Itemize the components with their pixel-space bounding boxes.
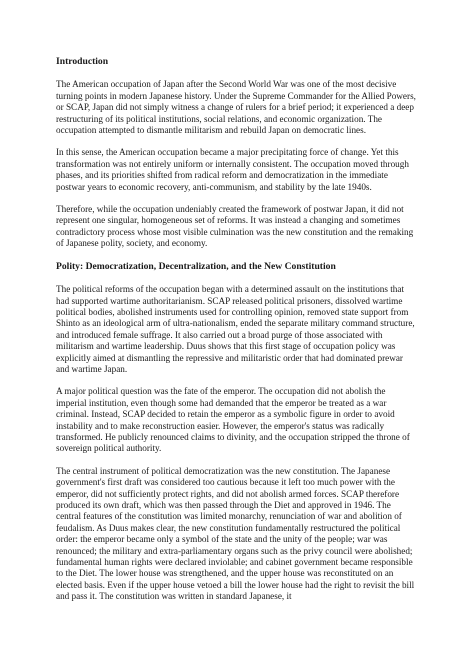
- heading-introduction: Introduction: [56, 56, 109, 67]
- paragraph-intro-3: Therefore, while the occupation undeniably created the framework of postwar Japan, it did not represent one singular, homogeneous set of reforms. It was instead a changing and sometimes contradictory process whose most visible culmination was the new constitution and the remaking of Japanese polity, society, and economy.: [56, 204, 414, 249]
- paragraph-polity-2: A major political question was the fate of the emperor. The occupation did not abolish the imperial institution, even though some had demanded that the emperor be treated as a war criminal. Instead, SCAP decided to retain the emperor as a symbolic figure in order to avoid instability and to make reconstruction easier. However, the emperor's status was radically transformed. He publicly renounced claims to divinity, and the occupation stripped the throne of sovereign political authority.: [56, 386, 410, 454]
- paragraph-polity-3: The central instrument of political democratization was the new constitution. The Japanese government's first draft was considered too cautious because it left too much power with the emperor, did not sufficiently protect rights, and did not abolish armed forces. SCAP therefore produced its own draft, which was then passed through the Diet and approved in 1946. The central features of the constitution was limited monarchy, renunciation of war and abolition of feudalism. As Duus makes clear, the new constitution fundamentally restructured the political order: the emperor became only a symbol of the state and the unity of the people; war was renounced; the military and extra-parliamentary organs such as the privy council were abolished; fundamental human rights were declared inviolable; and cabinet government became responsible to the Diet. The lower house was strengthened, and the upper house was reconstituted on an elected basis. Even if the upper house vetoed a bill the lower house had the right to revisit the bill and pass it. The constitution was written in standard Japanese, it: [56, 465, 415, 602]
- heading-polity: Polity: Democratization, Decentralization, and the New Constitution: [56, 260, 336, 272]
- paragraph-intro-2: In this sense, the American occupation became a major precipitating force of change. Yet this transformation was not entirely uniform or internally consistent. The occupation moved through phases, and its priorities shifted from radical reform and democratization in the immediate postwar years to economic recovery, anti-communism, and stability by the late 1940s.: [56, 147, 409, 192]
- paragraph-polity-1: The political reforms of the occupation began with a determined assault on the institutions that had supported wartime authoritarianism. SCAP released political prisoners, dissolved wartime political bodies, abolished instruments used for controlling opinion, removed state support from Shinto as an ideological arm of ultra-nationalism, ended the separate military command structure, and introduced female suffrage. It also carried out a broad purge of those associated with militarism and wartime leadership. Duus shows that this first stage of occupation policy was explicitly aimed at dismantling the repressive and militaristic order that had dominated prewar and wartime Japan.: [56, 284, 415, 374]
- paragraph-intro-1: The American occupation of Japan after the Second World War was one of the most decisive turning points in modern Japanese history. Under the Supreme Commander for the Allied Powers, or SCAP, Japan did not simply witness a change of rulers for a brief period; it experienced a deep restructuring of its political institutions, social relations, and economic organization. The occupation attempted to dismantle militarism and rebuild Japan on democratic lines.: [56, 79, 416, 136]
- document-body: [56, 56, 418, 614]
